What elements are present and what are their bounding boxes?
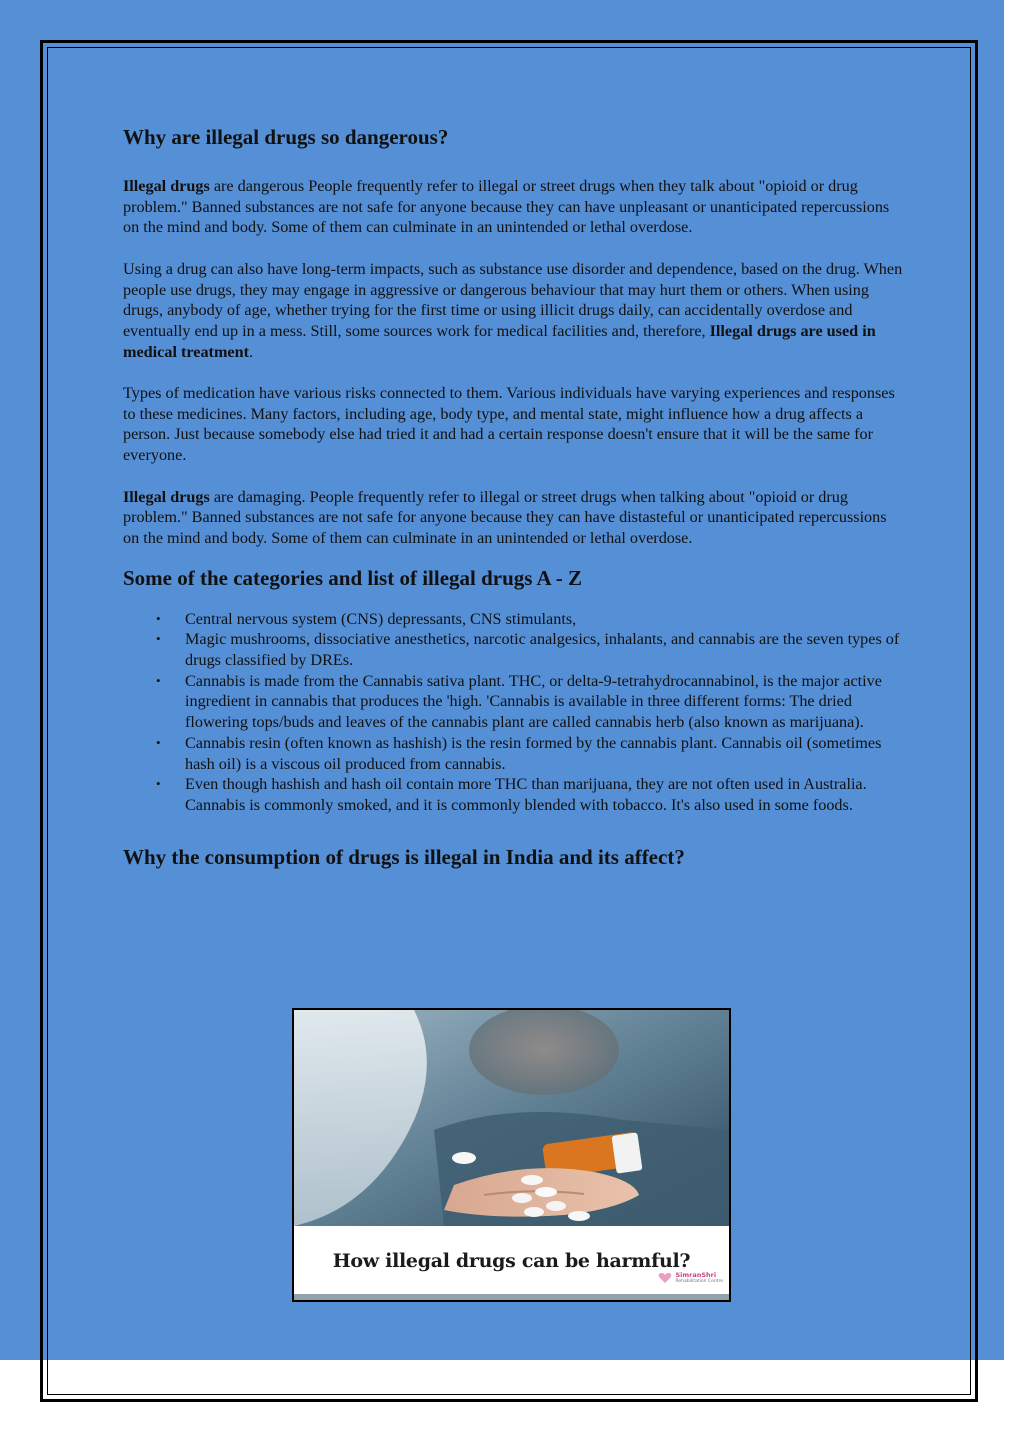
list-item [123, 629, 903, 670]
article-image [292, 1008, 731, 1302]
heading-categories: Some of the categories and list of illegal drugs A - Z [123, 565, 583, 590]
heart-icon [658, 1272, 672, 1284]
bullet-icon: • [156, 734, 161, 750]
paragraph-2 [123, 259, 903, 363]
paragraph-1 [123, 176, 903, 238]
list-item-text: Cannabis is made from the Cannabis sativa plant. THC, or delta-9-tetrahydrocannabinol, is the major active ingredient in cannabis that produces the 'high. 'Cannabis is available in three different forms: The dried flowering tops/buds and leaves of the cannabis plant are called cannabis herb (also known as marijuana). [185, 671, 882, 732]
heading-why-illegal-india: Why the consumption of drugs is illegal in India and its affect? [123, 844, 685, 869]
list-item [123, 609, 903, 630]
list-item-text: Even though hashish and hash oil contain more THC than marijuana, they are not often used in Australia. Cannabis is commonly smoked, and it is commonly blended with tobacco. It's also used in some foods. [185, 775, 867, 814]
image-caption: How illegal drugs can be harmful? [332, 1250, 691, 1272]
bullet-icon: • [156, 631, 161, 647]
brand-name: SimranShri [675, 1271, 717, 1279]
list-item [123, 774, 903, 815]
paragraph-4-bold: Illegal drugs [123, 487, 210, 506]
list-item-text: Magic mushrooms, dissociative anesthetics, narcotic analgesics, inhalants, and cannabis are the seven types of drugs classified by DREs. [185, 630, 900, 670]
list-item-text: Central nervous system (CNS) depressants, CNS stimulants, [185, 609, 577, 628]
brand-subtitle: Rehabilitation Centre [675, 1279, 723, 1284]
list-item [123, 671, 903, 733]
list-item-text: Cannabis resin (often known as hashish) is the resin formed by the cannabis plant. Cannabis oil (sometimes hash oil) is a viscous oil produced from cannabis. [185, 733, 882, 773]
paragraph-4-text: are damaging. People frequently refer to illegal or street drugs when talking about "opioid or drug problem." Banned substances are not safe for anyone because they can have distasteful or unanticipated repercussions on the mind and body. Some of them can culminate in an unintended or lethal overdose. [123, 487, 887, 547]
article-content [123, 124, 903, 870]
paragraph-3: Types of medication have various risks connected to them. Various individuals have varying experiences and responses to these medicines. Many factors, including age, body type, and mental state, might influence how a drug affects a person. Just because somebody else had tried it and had a certain response doesn't ensure that it will be the same for everyone. [123, 384, 895, 465]
paragraph-1-bold: Illegal drugs [123, 177, 210, 195]
heading-why-dangerous: Why are illegal drugs so dangerous? [123, 125, 449, 149]
brand-text [675, 1272, 723, 1284]
drug-category-list [123, 609, 903, 816]
bullet-icon: • [156, 776, 161, 792]
paragraph-1-text: are dangerous People frequently refer to illegal or street drugs when they talk about "opioid or drug problem." Banned substances are not safe for anyone because they can have unpleasant or unanticipated repercussions on the mind and body. Some of them can culminate in an unintended or lethal overdose. [123, 177, 890, 237]
paragraph-2-end: . [249, 342, 254, 361]
paragraph-2-bold: Illegal drugs are used in medical treatment [123, 321, 876, 361]
paragraph-2-text: Using a drug can also have long-term impacts, such as substance use disorder and dependence, based on the drug. When people use drugs, they may engage in aggressive or dangerous behaviour that may hurt them or others. When using drugs, anybody of age, whether trying for the first time or using illicit drugs daily, can accidentally overdose and eventually end up in a mess. Still, some sources work for medical facilities and, therefore, [123, 259, 903, 340]
bullet-icon: • [156, 672, 161, 688]
list-item [123, 733, 903, 774]
bullet-icon: • [156, 610, 161, 626]
brand-logo [658, 1272, 723, 1284]
paragraph-4 [123, 487, 903, 549]
